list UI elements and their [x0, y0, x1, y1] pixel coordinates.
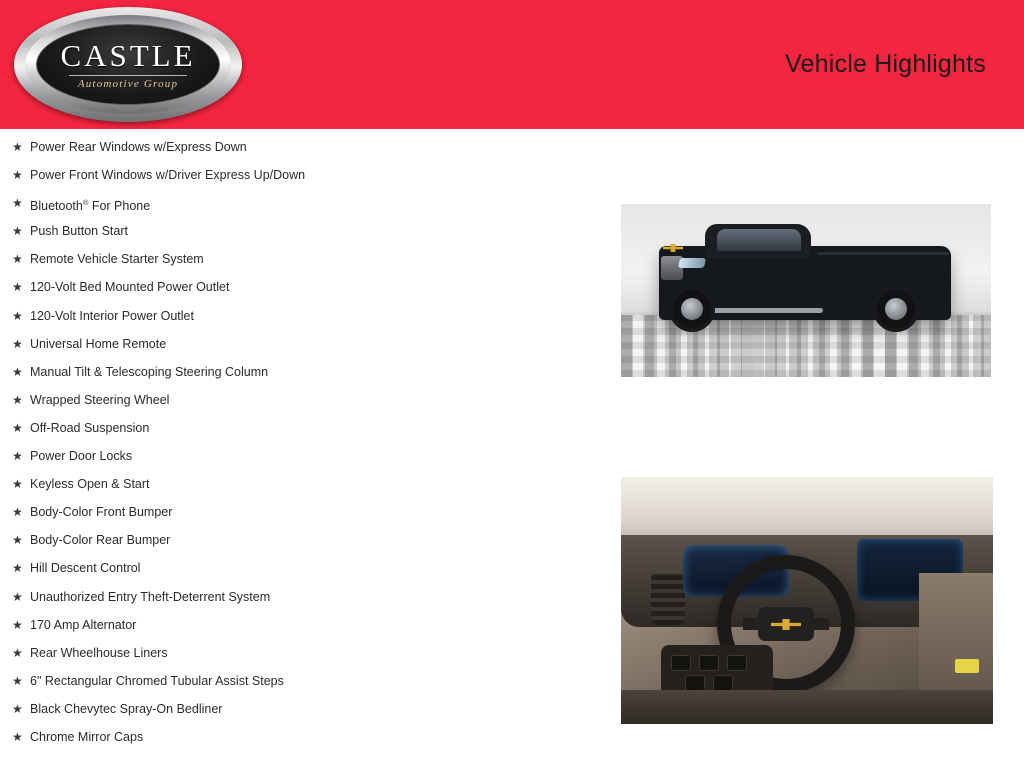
- list-item-label: Bluetooth: [30, 199, 83, 214]
- vehicle-highlights-list: [0, 133, 610, 751]
- star-icon: ★: [12, 589, 23, 604]
- list-item: [0, 611, 610, 639]
- star-icon: ★: [12, 617, 23, 632]
- list-item: [0, 133, 610, 161]
- registered-mark: ®: [82, 198, 89, 208]
- list-item-label: Push Button Start: [30, 224, 128, 239]
- list-item: [0, 526, 610, 554]
- list-item: [0, 386, 610, 414]
- truck-window-glass: [717, 229, 801, 251]
- logo-inner-oval: [36, 24, 220, 105]
- vehicle-exterior-photo: [621, 204, 991, 377]
- star-icon: ★: [12, 336, 23, 351]
- list-item: [0, 358, 610, 386]
- list-item-label: Unauthorized Entry Theft-Deterrent System: [30, 589, 271, 604]
- star-icon: ★: [12, 505, 23, 520]
- cabin-floor: [621, 690, 993, 724]
- logo-wordmark: CASTLE: [60, 37, 196, 73]
- star-icon: ★: [12, 477, 23, 492]
- console-button: [685, 675, 705, 691]
- list-item-label: Rear Wheelhouse Liners: [30, 645, 168, 660]
- console-button: [727, 655, 747, 671]
- list-item-label: Power Door Locks: [30, 449, 133, 464]
- list-item-label: Off-Road Suspension: [30, 420, 150, 435]
- star-icon: ★: [12, 392, 23, 407]
- air-vent: [651, 573, 685, 625]
- star-icon: ★: [12, 196, 23, 211]
- list-item: [0, 189, 610, 217]
- windshield: [621, 477, 993, 543]
- yellow-tag: [955, 659, 979, 673]
- rear-wheel: [873, 286, 919, 332]
- list-item: [0, 217, 610, 245]
- list-item: [0, 695, 610, 723]
- list-item-label: Manual Tilt & Telescoping Steering Column: [30, 364, 269, 379]
- page-title: Vehicle Highlights: [785, 50, 986, 78]
- list-item: [0, 442, 610, 470]
- list-item-label: Wrapped Steering Wheel: [30, 392, 170, 407]
- list-item: [0, 583, 610, 611]
- list-item-label: Power Rear Windows w/Express Down: [30, 140, 247, 154]
- list-item-label: 170 Amp Alternator: [30, 617, 137, 632]
- list-item-label: Body-Color Rear Bumper: [30, 533, 171, 548]
- list-item: [0, 302, 610, 330]
- list-item-label: Black Chevytec Spray-On Bedliner: [30, 701, 223, 716]
- star-icon: ★: [12, 561, 23, 576]
- star-icon: ★: [12, 308, 23, 323]
- list-item-label: Hill Descent Control: [30, 561, 141, 576]
- logo-tagline: Automotive Group: [77, 77, 179, 90]
- list-item-label: Remote Vehicle Starter System: [30, 252, 204, 267]
- star-icon: ★: [12, 701, 23, 716]
- star-icon: ★: [12, 364, 23, 379]
- list-item-label: 6" Rectangular Chromed Tubular Assist Steps: [30, 673, 284, 688]
- list-item-label: Power Front Windows w/Driver Express Up/Down: [30, 168, 306, 183]
- star-icon: ★: [12, 224, 23, 239]
- list-item: [0, 330, 610, 358]
- star-icon: ★: [12, 645, 23, 660]
- console-button: [671, 655, 691, 671]
- list-item-label: Body-Color Front Bumper: [30, 505, 173, 520]
- star-icon: ★: [12, 420, 23, 435]
- front-wheel: [669, 286, 715, 332]
- star-icon: ★: [12, 729, 23, 744]
- list-item: [0, 161, 610, 189]
- list-item-label: Chrome Mirror Caps: [30, 729, 144, 744]
- truck-bed-rail: [817, 252, 949, 255]
- list-item: [0, 498, 610, 526]
- list-item-label: Keyless Open & Start: [30, 477, 150, 492]
- list-item: [0, 470, 610, 498]
- list-item: [0, 667, 610, 695]
- center-console: [661, 645, 773, 695]
- star-icon: ★: [12, 252, 23, 267]
- list-item-label-suffix: For Phone: [88, 199, 151, 214]
- list-item: [0, 245, 610, 273]
- star-icon: ★: [12, 449, 23, 464]
- truck-headlight: [678, 258, 706, 268]
- logo-divider: [69, 75, 187, 76]
- console-button: [699, 655, 719, 671]
- list-item: [0, 414, 610, 442]
- page-header: [0, 0, 1024, 129]
- star-icon: ★: [12, 280, 23, 295]
- list-item: [0, 554, 610, 582]
- vehicle-interior-photo: [621, 477, 993, 724]
- list-item: [0, 273, 610, 301]
- star-icon: ★: [12, 533, 23, 548]
- star-icon: ★: [12, 140, 23, 154]
- list-item-label: Universal Home Remote: [30, 336, 167, 351]
- list-item: [0, 723, 610, 751]
- list-item-label: 120-Volt Bed Mounted Power Outlet: [30, 280, 230, 295]
- console-button: [713, 675, 733, 691]
- list-item: [0, 639, 610, 667]
- star-icon: ★: [12, 168, 23, 183]
- castle-automotive-group-logo: [14, 7, 242, 122]
- star-icon: ★: [12, 673, 23, 688]
- list-item-label: 120-Volt Interior Power Outlet: [30, 308, 194, 323]
